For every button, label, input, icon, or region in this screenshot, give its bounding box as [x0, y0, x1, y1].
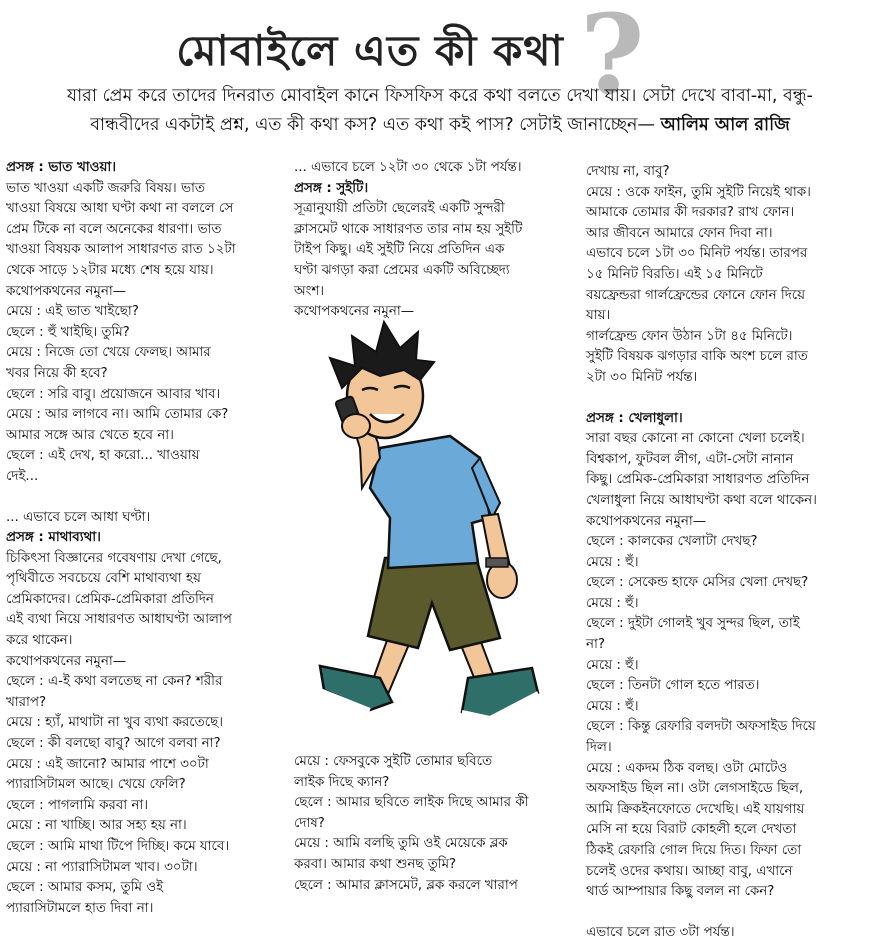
paragraph-gap	[586, 389, 864, 409]
author-name: আলিম আল রাজি	[660, 115, 790, 135]
text-line: কিছু। প্রেমিক-প্রেমিকারা সাধারণত প্রতিদিন	[586, 472, 810, 488]
text-line: বিশ্বকাপ, ফুটবল লীগ, এটা-সেটা নানান	[586, 451, 794, 467]
text-line: মেয়ে : হুঁ।	[586, 698, 639, 714]
text-line: সারা বছর কোনো না কোনো খেলা চলেই।	[586, 431, 805, 447]
text-line: আর জীবনে আমারে ফোন দিবা না।	[586, 225, 773, 241]
section-heading: প্রসঙ্গ : মাথাব্যথা।	[6, 530, 101, 546]
text-line: টাইপ কিছু। এই সুইটি নিয়ে প্রতিদিন এক	[294, 242, 505, 258]
text-line: ছেলে : তিনটা গোল হতে পারত।	[586, 678, 760, 694]
text-line: এভাবে চলে রাত ৩টা পর্যন্ত।	[586, 924, 735, 940]
text-line: কথোপকথনের নমুনা—	[586, 513, 707, 529]
text-line: দেই...	[6, 468, 39, 484]
text-line: প্রেমিকাদের। প্রেমিক-প্রেমিকারা প্রতিদিন	[6, 591, 214, 607]
text-line: এভাবে চলে ১টা ৩০ মিনিট পর্যন্ত। তারপর	[586, 246, 808, 262]
text-line: থেকে সাড়ে ১২টার মধ্যে শেষ হয়ে যায়।	[6, 262, 214, 278]
text-line: প্রেম টিকে না বলে অনেকের ধারণা। ভাত	[6, 221, 222, 237]
text-line: ... এভাবে চলে আধা ঘণ্টা।	[6, 509, 151, 525]
column-3	[586, 162, 864, 943]
text-line: ছেলে : আমার ছবিতে লাইক দিছে আমার কী	[294, 795, 529, 811]
text-line: ভাত খাওয়া একটি জরুরি বিষয়। ভাত	[6, 180, 205, 196]
text-line: খেলাধুলা নিয়ে আধাঘণ্টা কথা বলে থাকেন।	[586, 492, 817, 508]
text-line: চিকিৎসা বিজ্ঞানের গবেষণায় দেখা গেছে,	[6, 550, 222, 566]
section-heading: প্রসঙ্গ : সুইটি।	[294, 180, 369, 196]
text-line: খারাপ?	[6, 694, 47, 710]
text-line: মেয়ে : হুঁ।	[586, 554, 639, 570]
text-line: খাওয়া বিষয়ে আধা ঘণ্টা কথা না বললে সে	[6, 201, 234, 217]
text-line: গার্লফ্রেন্ড ফোন উঠান ১টা ৪৫ মিনিটে।	[586, 328, 793, 344]
text-line: ছেলে : আমার কসম, তুমি ওই	[6, 880, 164, 896]
section-heading: প্রসঙ্গ : খেলাধুলা।	[586, 410, 683, 426]
text-line: ছেলে : কালকের খেলাটা দেখছ?	[586, 534, 758, 550]
text-line: অফসাইড ছিল না। ওটা লেগসাইডে ছিল,	[586, 781, 804, 797]
text-line: ছেলে : পাগলামি করবা না।	[6, 797, 149, 813]
text-line: ঠিকই রেফারি গোল দিয়ে দিত। ফিফা তো	[586, 843, 802, 858]
text-line: প্যারাসিটামল আছে। খেয়ে ফেলি?	[6, 777, 186, 793]
text-line: আমার সঙ্গে আর খেতে হবে না।	[6, 427, 174, 443]
text-line: অংশ।	[294, 283, 325, 299]
page-title: মোবাইলে এত কী কথা	[176, 26, 564, 75]
text-line: কথোপকথনের নমুনা—	[6, 653, 127, 669]
text-line: মেয়ে : না প্যারাসিটামল খাব। ৩০টা।	[6, 859, 198, 875]
text-line: ছেলে : সরি বাবু। প্রয়োজনে আবার খাব।	[6, 386, 221, 402]
text-line: ছেলে : কী বলছো বাবু? আগে বলবা না?	[6, 736, 221, 752]
text-line: মেসি না হয়ে বিরাট কোহলী হলে দেখতা	[586, 822, 797, 838]
text-line: মেয়ে : হুঁ।	[586, 595, 639, 611]
text-line: এই ব্যথা নিয়ে সাধারণত আধাঘণ্টা আলাপ	[6, 612, 232, 628]
watch	[486, 558, 508, 567]
text-line: সুইটি বিষয়ক ঝগড়ার বাকি অংশ চলে রাত	[586, 349, 808, 365]
text-line: ছেলে : সেকেন্ড হাফে মেসির খেলা দেখছ?	[586, 575, 809, 591]
text-line: চলেই ওদের কথায়। আচ্ছা বাবু, এখানে	[586, 863, 793, 879]
text-line: মেয়ে : এই জানো? আমার পাশে ৩০টা	[6, 756, 209, 772]
text-line: আমি ক্রিকইনফোতে দেখেছি। এই যায়গায়	[586, 801, 805, 817]
text-line: যায়।	[586, 308, 611, 324]
intro-line-1: যারা প্রেম করে তাদের দিনরাত মোবাইল কানে ফিসফিস করে কথা বলতে দেখা যায়। সেটা দেখে বাবা-মা, বন্ধু-	[67, 86, 813, 106]
text-line: ছেলে : হুঁ খাইছি। তুমি?	[6, 324, 130, 340]
text-line: মেয়ে : নিজে তো খেয়ে ফেলছ। আমার	[6, 345, 211, 361]
text-line: ১৫ মিনিট বিরতি। এই ১৫ মিনিটে	[586, 266, 763, 282]
text-line: কথোপকথনের নমুনা—	[6, 283, 127, 299]
text-line: ঘণ্টা ঝগড়া করা প্রেমের একটি অবিচ্ছেদ্য	[294, 262, 510, 278]
text-line: মেয়ে : ওকে ফাইন, তুমি সুইটি নিয়েই থাক।	[586, 184, 811, 200]
text-line: ছেলে : আমার ক্লাসমেট, ব্লক করলে খারাপ	[294, 877, 518, 893]
column-2-top	[294, 158, 562, 323]
text-line: মেয়ে : আমি বলছি তুমি ওই মেয়েকে ব্লক	[294, 836, 508, 852]
text-line: ছেলে : এ-ই কথা বলতেছ না কেন? শরীর	[6, 674, 223, 690]
text-line: কথোপকথনের নমুনা—	[294, 304, 415, 320]
text-line: করবা। আমার কথা শুনছ তুমি?	[294, 856, 457, 872]
text-line: পৃথিবীতে সবচেয়ে বেশি মাথাব্যথা হয়	[6, 571, 201, 587]
text-line: লাইক দিছে ক্যান?	[294, 774, 390, 790]
text-line: মেয়ে : হুঁ।	[586, 657, 639, 673]
text-line: মেয়ে : হ্যাঁ, মাথাটা না খুব ব্যথা করতেছে।	[6, 715, 224, 731]
text-line: ২টা ৩০ মিনিট পর্যন্ত।	[586, 369, 698, 385]
text-line: মেয়ে : একদম ঠিক বলছ। ওটা মোটেও	[586, 760, 788, 776]
shirt	[370, 436, 490, 568]
text-line: দোষ?	[294, 815, 325, 831]
column-1	[6, 158, 274, 919]
text-line: সূত্রানুযায়ী প্রতিটা ছেলেরই একটি সুন্দরী	[294, 201, 505, 217]
paragraph-gap	[586, 903, 864, 923]
text-line: থার্ড আম্পায়ার কিছু বলল না কেন?	[586, 884, 775, 900]
text-line: ছেলে : এই দেখ, হা করো... খাওয়ায়	[6, 448, 200, 464]
text-line: ছেলে : দুইটা গোলই খুব সুন্দর ছিল, তাই	[586, 616, 800, 632]
intro-paragraph	[20, 82, 860, 140]
text-line: দেখায় না, বাবু?	[586, 164, 670, 179]
text-line: বয়ফ্রেন্ডরা গার্লফ্রেন্ডের ফোনে ফোন দিয়ে	[586, 287, 806, 303]
text-line: খাওয়া বিষয়ক আলাপ সাধারণত রাত ১২টা	[6, 242, 236, 258]
text-line: প্যারাসিটামলে হাত দিবা না।	[6, 900, 154, 916]
left-hand	[342, 414, 370, 438]
column-2-bottom	[294, 752, 562, 896]
text-line: মেয়ে : ফেসবুকে সুইটি তোমার ছবিতে	[294, 754, 493, 769]
text-line: মেয়ে : আর লাগবে না। আমি তোমার কে?	[6, 407, 229, 423]
text-line: করে থাকেন।	[6, 633, 73, 649]
text-line: ছেলে : কিন্তু রেফারি বলদটা অফসাইড দিয়ে	[586, 719, 816, 735]
boy-on-phone-illustration	[300, 318, 550, 738]
text-line: ... এভাবে চলে ১২টা ৩০ থেকে ১টা পর্যন্ত।	[294, 160, 522, 175]
section-heading: প্রসঙ্গ : ভাত খাওয়া।	[6, 160, 117, 175]
text-line: ক্লাসমেট থাকে সাধারণত তার নাম হয় সুইটি	[294, 221, 523, 237]
question-mark-graphic: ?	[580, 0, 645, 119]
text-line: মেয়ে : এই ভাত খাইছো?	[6, 304, 139, 320]
text-line: ছেলে : আমি মাথা টিপে দিচ্ছি। কমে যাবে।	[6, 839, 230, 854]
text-line: না?	[586, 637, 605, 653]
paragraph-gap	[6, 488, 274, 508]
text-line: দিল।	[586, 740, 612, 756]
text-line: আমাকে তোমার কী দরকার? রাখ ফোন।	[586, 205, 795, 221]
text-line: খবর নিয়ে কী হবে?	[6, 365, 108, 381]
intro-line-2: বান্ধবীদের একটাই প্রশ্ন, এত কী কথা কস? এত কথা কই পাস? সেটাই জানাচ্ছেন—	[90, 115, 655, 135]
text-line: মেয়ে : না খাচ্ছি। আর সহ্য হয় না।	[6, 818, 187, 834]
